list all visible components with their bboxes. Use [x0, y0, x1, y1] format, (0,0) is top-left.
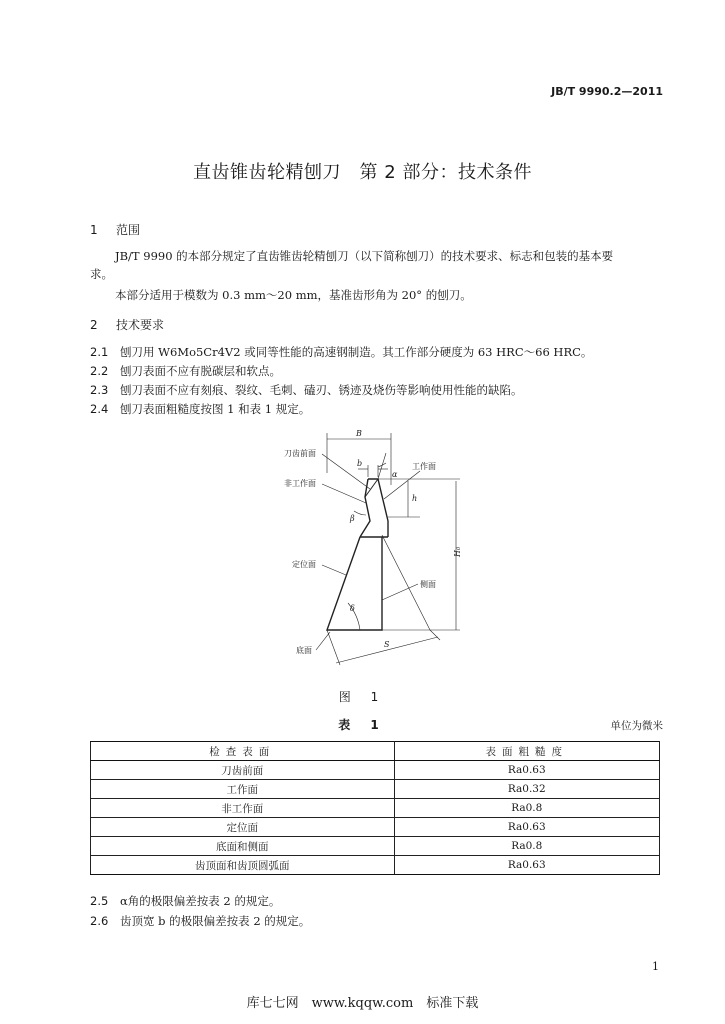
- table-cell-roughness: Ra0.8: [394, 799, 659, 818]
- clause-text: α角的极限偏差按表 2 的规定。: [120, 894, 281, 908]
- section-1-para2: 本部分适用于模数为 0.3 mm～20 mm，基准齿形角为 20° 的刨刀。: [115, 288, 472, 302]
- clause-2-2: [90, 362, 281, 380]
- section-title: 技术要求: [116, 318, 165, 332]
- clause-text: 齿顶宽 b 的极限偏差按表 2 的规定。: [120, 914, 311, 928]
- clause-2-6: [90, 912, 310, 930]
- section-number: 2: [90, 318, 98, 332]
- page-title: 直齿锥齿轮精刨刀 第 2 部分：技术条件: [193, 162, 532, 183]
- clause-number: 2.3: [90, 383, 109, 397]
- label-b: b: [357, 459, 363, 468]
- leader-non-working-face: [322, 484, 366, 503]
- column-header: 表面粗糙度: [394, 742, 659, 761]
- column-header: 检查表面: [91, 742, 395, 761]
- label-locating-face: 定位面: [292, 560, 316, 569]
- clause-text: 刨刀用 W6Mo5Cr4V2 或同等性能的高速钢制造。其工作部分硬度为 63 HRC～66 HRC。: [120, 345, 593, 359]
- table-cell-roughness: Ra0.63: [394, 761, 659, 780]
- table-cell-surface: 工作面: [91, 780, 395, 799]
- label-H0: H₀: [453, 546, 462, 557]
- label-working-face: 工作面: [412, 462, 436, 471]
- figure-caption: 图 1: [338, 690, 387, 704]
- angle-arc-beta: [354, 511, 366, 515]
- label-non-working-face: 非工作面: [284, 479, 316, 488]
- angle-ref-alpha: [378, 453, 386, 479]
- section-title: 范围: [116, 223, 141, 237]
- clause-number: 2.4: [90, 402, 109, 416]
- leader-bottom-face: [316, 632, 330, 650]
- figure-1-drawing: [270, 425, 490, 685]
- clause-text: 刨刀表面不应有刻痕、裂纹、毛刺、磕刃、锈迹及烧伤等影响使用性能的缺陷。: [120, 383, 523, 397]
- label-delta: δ: [350, 604, 355, 613]
- label-alpha: α: [392, 470, 398, 479]
- dim-extension: [327, 630, 340, 665]
- clause-number: 2.2: [90, 364, 109, 378]
- table-cell-roughness: Ra0.32: [394, 780, 659, 799]
- section-1-para1-line1: JB/T 9990 的本部分规定了直齿锥齿轮精刨刀（以下简称刨刀）的技术要求、标志和包装的基本要: [115, 249, 614, 263]
- table-header-row: [91, 742, 660, 761]
- table-caption: 表 1: [338, 718, 387, 732]
- label-beta: β: [350, 514, 355, 523]
- section-2-heading: [90, 316, 164, 333]
- table-cell-surface: 非工作面: [91, 799, 395, 818]
- table-cell-surface: 定位面: [91, 818, 395, 837]
- table-row: [91, 799, 660, 818]
- table-cell-surface: 底面和侧面: [91, 837, 395, 856]
- table-cell-surface: 刀齿前面: [91, 761, 395, 780]
- label-rake-face: 刀齿前面: [284, 449, 316, 458]
- table-row: [91, 856, 660, 875]
- standard-number: JB/T 9990.2—2011: [551, 85, 663, 98]
- clause-2-3: [90, 381, 523, 399]
- clause-2-4: [90, 400, 310, 418]
- clause-number: 2.1: [90, 345, 109, 359]
- clause-text: 刨刀表面不应有脱碳层和软点。: [120, 364, 281, 378]
- section-1-para1-line2: 求。: [90, 267, 113, 281]
- label-B: B: [356, 429, 362, 438]
- table-row: [91, 780, 660, 799]
- section-1-heading: [90, 221, 140, 238]
- leader-rake-face: [322, 454, 370, 489]
- table-unit: 单位为微米: [610, 720, 663, 732]
- table-row: [91, 837, 660, 856]
- leader-side-face: [382, 584, 418, 600]
- page-number: 1: [652, 960, 659, 973]
- clause-text: 刨刀表面粗糙度按图 1 和表 1 规定。: [120, 402, 311, 416]
- tool-body-outline: [327, 537, 382, 630]
- table-row: [91, 761, 660, 780]
- clause-2-1: [90, 343, 592, 361]
- label-bottom-face: 底面: [296, 646, 312, 655]
- working-face-edge: [368, 479, 388, 537]
- section-number: 1: [90, 223, 98, 237]
- clause-number: 2.6: [90, 914, 109, 928]
- table-cell-roughness: Ra0.63: [394, 818, 659, 837]
- roughness-table: [90, 741, 660, 875]
- label-S: S: [384, 640, 390, 649]
- clause-2-5: [90, 892, 280, 910]
- clause-number: 2.5: [90, 894, 109, 908]
- footer-watermark[interactable]: 库七七网 www.kqqw.com 标准下载: [246, 996, 479, 1011]
- label-h: h: [412, 494, 418, 503]
- table-cell-surface: 齿顶面和齿顶圆弧面: [91, 856, 395, 875]
- label-side-face: 侧面: [420, 580, 436, 589]
- table-row: [91, 818, 660, 837]
- table-cell-roughness: Ra0.8: [394, 837, 659, 856]
- table-cell-roughness: Ra0.63: [394, 856, 659, 875]
- leader-locating-face: [322, 565, 346, 575]
